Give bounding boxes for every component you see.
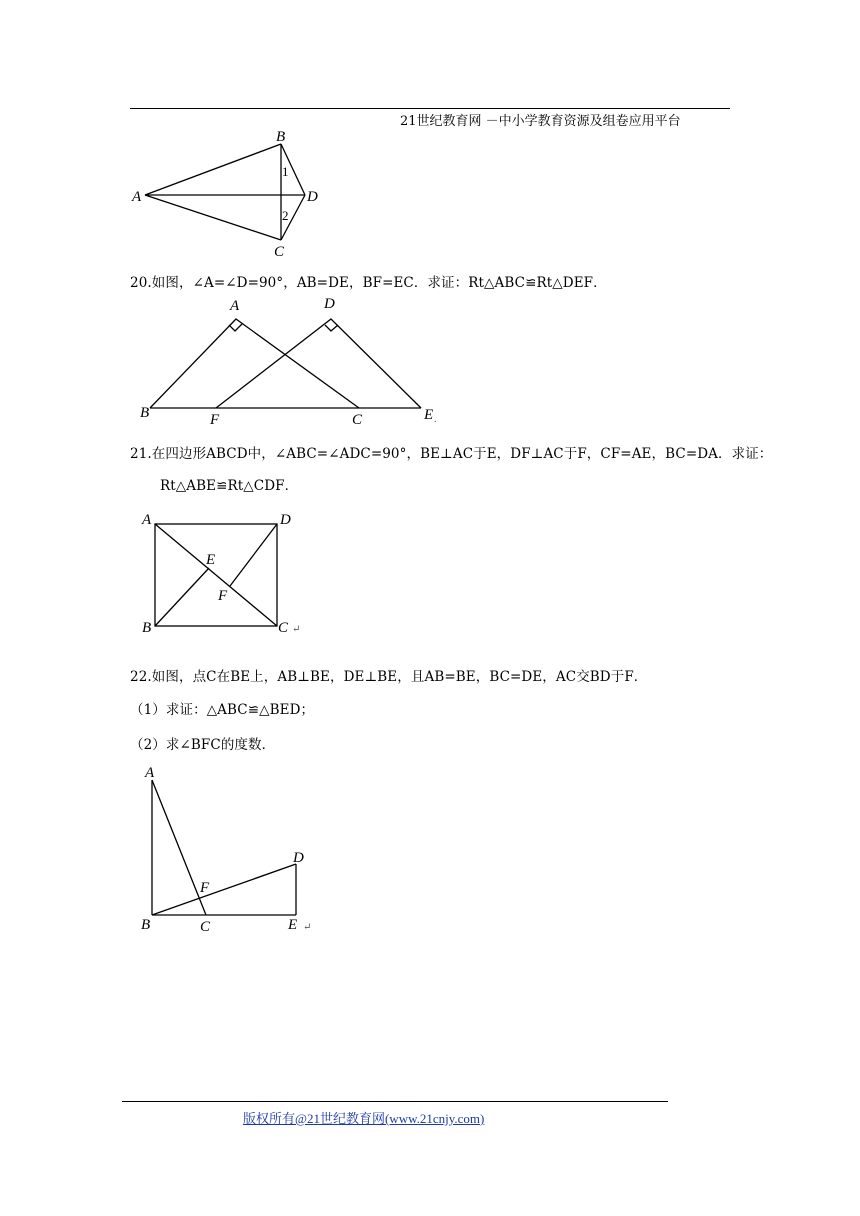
label-d: D (324, 296, 335, 312)
segment-ac (145, 195, 281, 240)
label-b: B (142, 620, 152, 636)
question-22-text: 22.如图，点C在BE上，AB⊥BE，DE⊥BE，且AB=BE，BC=DE，AC交BD于F． (130, 669, 648, 685)
figure-20-triangles (138, 296, 458, 426)
question-21-text-line2: Rt△ABE≌Rt△CDF． (160, 478, 299, 494)
label-c: C (274, 244, 285, 260)
label-e: E (206, 552, 216, 568)
question-22-part-1: （1）求证：△ABC≌△BED； (130, 702, 315, 718)
paragraph-mark: ↵ (303, 922, 312, 933)
paragraph-mark: ↵ (292, 624, 301, 635)
header-site-text: 21世纪教育网 －中小学教育资源及组卷应用平台 (400, 114, 681, 129)
figure-21-rectangle (140, 510, 320, 640)
question-22-part-2: （2）求∠BFC的度数． (130, 737, 276, 753)
segment-ac (152, 780, 206, 915)
question-20-text: 20.如图，∠A=∠D=90°，AB=DE，BF=EC．求证：Rt△ABC≌Rt△DEF． (130, 275, 607, 291)
question-21-text-line1: 21.在四边形ABCD中，∠ABC=∠ADC=90°，BE⊥AC于E，DF⊥AC于F，CF=AE，BC=DA．求证： (130, 446, 773, 462)
figure-19-kite (130, 128, 330, 258)
header-rule (130, 108, 730, 109)
label-f: F (200, 880, 210, 896)
label-e: E (288, 917, 298, 933)
label-b: B (140, 405, 150, 421)
label-d: D (280, 512, 291, 528)
label-d: D (293, 850, 304, 866)
label-a: A (142, 512, 152, 528)
label-a: A (145, 765, 155, 781)
segment-ab (145, 144, 281, 195)
label-b: B (141, 917, 151, 933)
label-angle-1: 1 (282, 164, 289, 179)
right-angle-mark-d (325, 325, 338, 331)
label-e: E (424, 407, 434, 423)
label-f: F (210, 412, 220, 428)
segment-df (230, 524, 277, 586)
label-d: D (307, 189, 318, 205)
figure-22-triangles (140, 762, 340, 942)
footer-copyright-link[interactable]: 版权所有@21世纪教育网(www.21cnjy.com) (243, 1111, 485, 1126)
diagonal-ac (155, 524, 277, 626)
label-c: C (352, 412, 363, 428)
label-b: B (276, 129, 286, 145)
label-a: A (132, 189, 142, 205)
label-c: C (278, 620, 289, 636)
label-angle-2: 2 (282, 208, 289, 223)
triangle-abc (150, 319, 359, 408)
triangle-def (216, 319, 421, 408)
label-f: F (218, 588, 228, 604)
paragraph-mark: . (434, 414, 437, 425)
footer-rule (122, 1101, 668, 1102)
label-c: C (200, 919, 211, 935)
segment-bd (152, 864, 296, 915)
segment-be (155, 568, 209, 626)
label-a: A (230, 298, 240, 314)
